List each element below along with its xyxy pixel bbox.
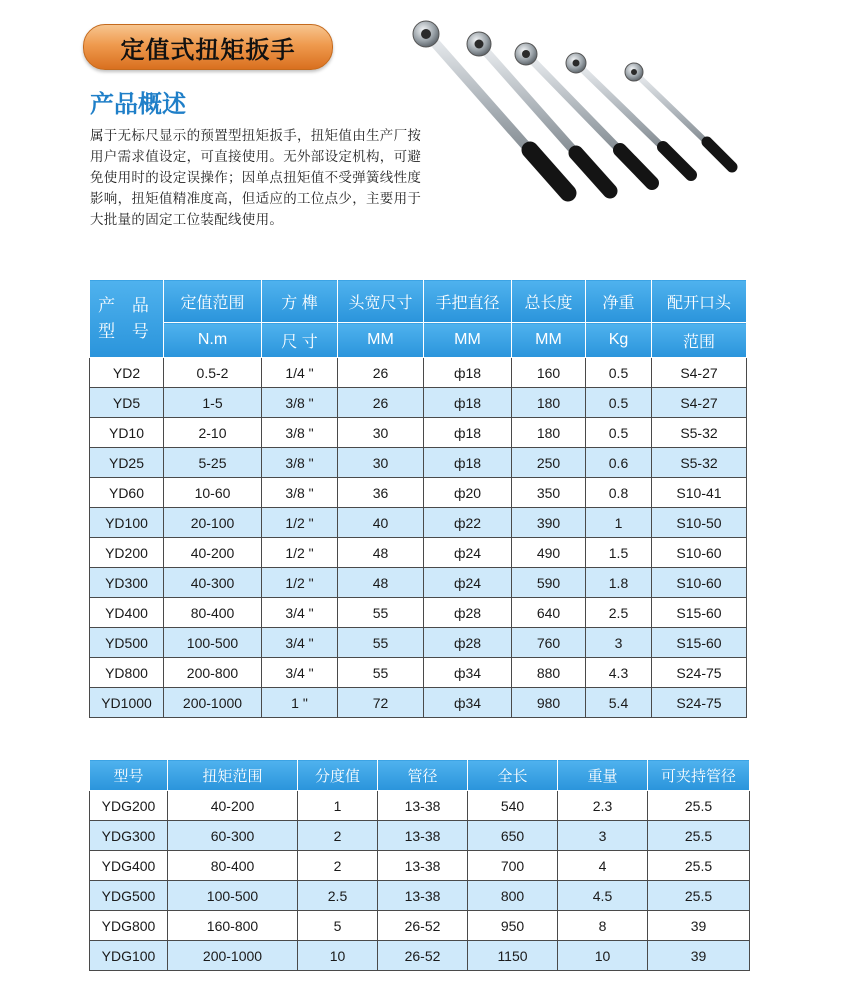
table-cell: 0.5 <box>586 418 652 448</box>
table-cell: 48 <box>338 568 424 598</box>
overview-line: 大批量的固定工位装配线使用。 <box>90 212 284 228</box>
table-cell: 250 <box>512 448 586 478</box>
subheader-cell: MM <box>512 323 586 358</box>
table-cell: ф28 <box>424 598 512 628</box>
table-cell: YD200 <box>90 538 164 568</box>
overview-line: 用户需求值设定，可直接使用。无外部设定机构，可避 <box>90 149 422 165</box>
table-cell: 200-1000 <box>164 688 262 718</box>
overview-line: 影响，扭矩值精准度高，但适应的工位点少，主要用于 <box>90 191 422 207</box>
table-cell: 25.5 <box>648 851 750 881</box>
table-cell: 3/4 " <box>262 598 338 628</box>
table-cell: 1-5 <box>164 388 262 418</box>
table-cell: 5 <box>298 911 378 941</box>
header-cell: 方 榫 <box>262 280 338 323</box>
table-cell: ф34 <box>424 658 512 688</box>
table-cell: 800 <box>468 881 558 911</box>
table-cell: S24-75 <box>652 658 747 688</box>
table-cell: 3/4 " <box>262 658 338 688</box>
table-cell: S10-60 <box>652 568 747 598</box>
table-cell: 980 <box>512 688 586 718</box>
header-cell: 可夹持管径 <box>648 760 750 791</box>
table-cell: 3/8 " <box>262 418 338 448</box>
table-cell: 20-100 <box>164 508 262 538</box>
table-cell: 13-38 <box>378 851 468 881</box>
table-cell: 2-10 <box>164 418 262 448</box>
table-cell: 4 <box>558 851 648 881</box>
header-cell: 扭矩范围 <box>168 760 298 791</box>
table-cell: 10-60 <box>164 478 262 508</box>
table-cell: 1/2 " <box>262 538 338 568</box>
table-cell: YDG200 <box>90 791 168 821</box>
table-cell: 0.6 <box>586 448 652 478</box>
page-title: 定值式扭矩扳手 <box>83 24 333 70</box>
table-cell: 540 <box>468 791 558 821</box>
table-cell: 0.8 <box>586 478 652 508</box>
table-cell: ф20 <box>424 478 512 508</box>
table-cell: 13-38 <box>378 791 468 821</box>
table-row <box>90 478 747 508</box>
table-cell: 490 <box>512 538 586 568</box>
table-row <box>90 851 750 881</box>
table-row <box>90 508 747 538</box>
table-cell: YD10 <box>90 418 164 448</box>
table-cell: 10 <box>558 941 648 971</box>
table-row <box>90 881 750 911</box>
table-cell: 2.5 <box>298 881 378 911</box>
table-cell: 1 <box>298 791 378 821</box>
table-cell: 2.5 <box>586 598 652 628</box>
table-cell: ф24 <box>424 568 512 598</box>
subheader-cell: MM <box>424 323 512 358</box>
table-cell: 80-400 <box>164 598 262 628</box>
table-row <box>90 598 747 628</box>
header-cell: 全长 <box>468 760 558 791</box>
table-cell: 390 <box>512 508 586 538</box>
table-cell: YD1000 <box>90 688 164 718</box>
header-cell: 配开口头 <box>652 280 747 323</box>
table-cell: ф22 <box>424 508 512 538</box>
table-cell: 0.5 <box>586 388 652 418</box>
table-cell: 36 <box>338 478 424 508</box>
table-cell: 160 <box>512 358 586 388</box>
table-cell: S4-27 <box>652 358 747 388</box>
table-cell: 1/4 " <box>262 358 338 388</box>
table-cell: 1/2 " <box>262 508 338 538</box>
table-row <box>90 911 750 941</box>
table-cell: 5-25 <box>164 448 262 478</box>
table-cell: YD60 <box>90 478 164 508</box>
header-model-line: 产 品 <box>98 295 155 315</box>
table-cell: 1.5 <box>586 538 652 568</box>
table-row <box>90 941 750 971</box>
table-cell: 40 <box>338 508 424 538</box>
table-cell: 48 <box>338 538 424 568</box>
table-cell: 40-200 <box>164 538 262 568</box>
table-cell: 100-500 <box>164 628 262 658</box>
table-cell: S10-41 <box>652 478 747 508</box>
table-cell: 950 <box>468 911 558 941</box>
table-cell: 55 <box>338 598 424 628</box>
table-cell: 13-38 <box>378 821 468 851</box>
table-cell: ф18 <box>424 388 512 418</box>
table-cell: 2 <box>298 851 378 881</box>
table-cell: 60-300 <box>168 821 298 851</box>
table-cell: 40-300 <box>164 568 262 598</box>
table-row <box>90 418 747 448</box>
header-cell: 定值范围 <box>164 280 262 323</box>
table-cell: 39 <box>648 911 750 941</box>
table-cell: 1.8 <box>586 568 652 598</box>
table-cell: ф34 <box>424 688 512 718</box>
table-cell: YDG400 <box>90 851 168 881</box>
table-cell: YDG100 <box>90 941 168 971</box>
table-cell: ф24 <box>424 538 512 568</box>
table-cell: 55 <box>338 628 424 658</box>
table-cell: 39 <box>648 941 750 971</box>
overview-line: 属于无标尺显示的预置型扭矩扳手，扭矩值由生产厂按 <box>90 128 422 144</box>
table-cell: 1 <box>586 508 652 538</box>
torque-wrenches-image <box>398 10 758 205</box>
table-cell: 3/8 " <box>262 448 338 478</box>
table-cell: 4.3 <box>586 658 652 688</box>
table-cell: 200-800 <box>164 658 262 688</box>
header-model <box>90 280 164 358</box>
subheader-cell: 范围 <box>652 323 747 358</box>
subheader-cell: MM <box>338 323 424 358</box>
table-cell: 3/4 " <box>262 628 338 658</box>
table-cell: YDG300 <box>90 821 168 851</box>
table-cell: 55 <box>338 658 424 688</box>
table-row <box>90 628 747 658</box>
table-cell: 3/8 " <box>262 478 338 508</box>
header-cell: 管径 <box>378 760 468 791</box>
table-cell: ф28 <box>424 628 512 658</box>
header-cell: 分度值 <box>298 760 378 791</box>
subheader-cell: 尺 寸 <box>262 323 338 358</box>
table-cell: 180 <box>512 418 586 448</box>
table-cell: YDG800 <box>90 911 168 941</box>
table-cell: S15-60 <box>652 628 747 658</box>
table-cell: 1/2 " <box>262 568 338 598</box>
table-cell: 760 <box>512 628 586 658</box>
header-cell: 总长度 <box>512 280 586 323</box>
table-cell: S10-60 <box>652 538 747 568</box>
table-cell: 3 <box>558 821 648 851</box>
table-cell: ф18 <box>424 448 512 478</box>
header-cell: 型号 <box>90 760 168 791</box>
table-cell: S5-32 <box>652 448 747 478</box>
table-cell: YD300 <box>90 568 164 598</box>
table-cell: YDG500 <box>90 881 168 911</box>
table-cell: S24-75 <box>652 688 747 718</box>
table-cell: 640 <box>512 598 586 628</box>
wrench-5 <box>625 63 732 167</box>
table-cell: 8 <box>558 911 648 941</box>
table-cell: 650 <box>468 821 558 851</box>
table-cell: 700 <box>468 851 558 881</box>
table-cell: 2 <box>298 821 378 851</box>
table-cell: S4-27 <box>652 388 747 418</box>
table-cell: 160-800 <box>168 911 298 941</box>
header-cell: 净重 <box>586 280 652 323</box>
table-cell: 72 <box>338 688 424 718</box>
header-model-line: 型 号 <box>98 321 155 341</box>
table-subheader-row <box>90 323 747 358</box>
table-row <box>90 388 747 418</box>
table-cell: 0.5-2 <box>164 358 262 388</box>
table-cell: S10-50 <box>652 508 747 538</box>
table-header-row <box>90 280 747 323</box>
pipe-torque-spec-table <box>89 759 750 971</box>
table-cell: 25.5 <box>648 881 750 911</box>
table-cell: 880 <box>512 658 586 688</box>
header-cell: 重量 <box>558 760 648 791</box>
table-cell: ф18 <box>424 358 512 388</box>
table-row <box>90 791 750 821</box>
table-cell: 26 <box>338 388 424 418</box>
overview-heading: 产品概述 <box>90 90 186 118</box>
table-cell: YD400 <box>90 598 164 628</box>
table-cell: YD5 <box>90 388 164 418</box>
table-cell: 40-200 <box>168 791 298 821</box>
table-row <box>90 358 747 388</box>
table-header-row <box>90 760 750 791</box>
table-cell: 4.5 <box>558 881 648 911</box>
table-cell: 26 <box>338 358 424 388</box>
table-cell: 350 <box>512 478 586 508</box>
table-row <box>90 448 747 478</box>
subheader-cell: Kg <box>586 323 652 358</box>
table-cell: 25.5 <box>648 821 750 851</box>
table-cell: 13-38 <box>378 881 468 911</box>
table-cell: 200-1000 <box>168 941 298 971</box>
table-cell: 30 <box>338 418 424 448</box>
header-cell: 头宽尺寸 <box>338 280 424 323</box>
table-cell: YD100 <box>90 508 164 538</box>
table-cell: S5-32 <box>652 418 747 448</box>
table-cell: 100-500 <box>168 881 298 911</box>
fixed-torque-spec-table <box>89 279 747 718</box>
table-cell: ф18 <box>424 418 512 448</box>
table-cell: 180 <box>512 388 586 418</box>
table-cell: 3 <box>586 628 652 658</box>
header-cell: 手把直径 <box>424 280 512 323</box>
overview-line: 免使用时的设定误操作；因单点扭矩值不受弹簧线性度 <box>90 170 422 186</box>
table-cell: 80-400 <box>168 851 298 881</box>
table-cell: S15-60 <box>652 598 747 628</box>
table-cell: YD2 <box>90 358 164 388</box>
table-cell: YD500 <box>90 628 164 658</box>
table-cell: 26-52 <box>378 911 468 941</box>
table-cell: YD800 <box>90 658 164 688</box>
table-cell: 5.4 <box>586 688 652 718</box>
table-cell: 25.5 <box>648 791 750 821</box>
table-cell: 590 <box>512 568 586 598</box>
table-cell: 30 <box>338 448 424 478</box>
table-cell: 1150 <box>468 941 558 971</box>
table-cell: 2.3 <box>558 791 648 821</box>
table-cell: 1 " <box>262 688 338 718</box>
table-cell: YD25 <box>90 448 164 478</box>
table-row <box>90 821 750 851</box>
table-row <box>90 568 747 598</box>
table-row <box>90 538 747 568</box>
subheader-cell: N.m <box>164 323 262 358</box>
table-cell: 26-52 <box>378 941 468 971</box>
table-cell: 10 <box>298 941 378 971</box>
table-cell: 0.5 <box>586 358 652 388</box>
table-cell: 3/8 " <box>262 388 338 418</box>
table-row <box>90 658 747 688</box>
table-row <box>90 688 747 718</box>
